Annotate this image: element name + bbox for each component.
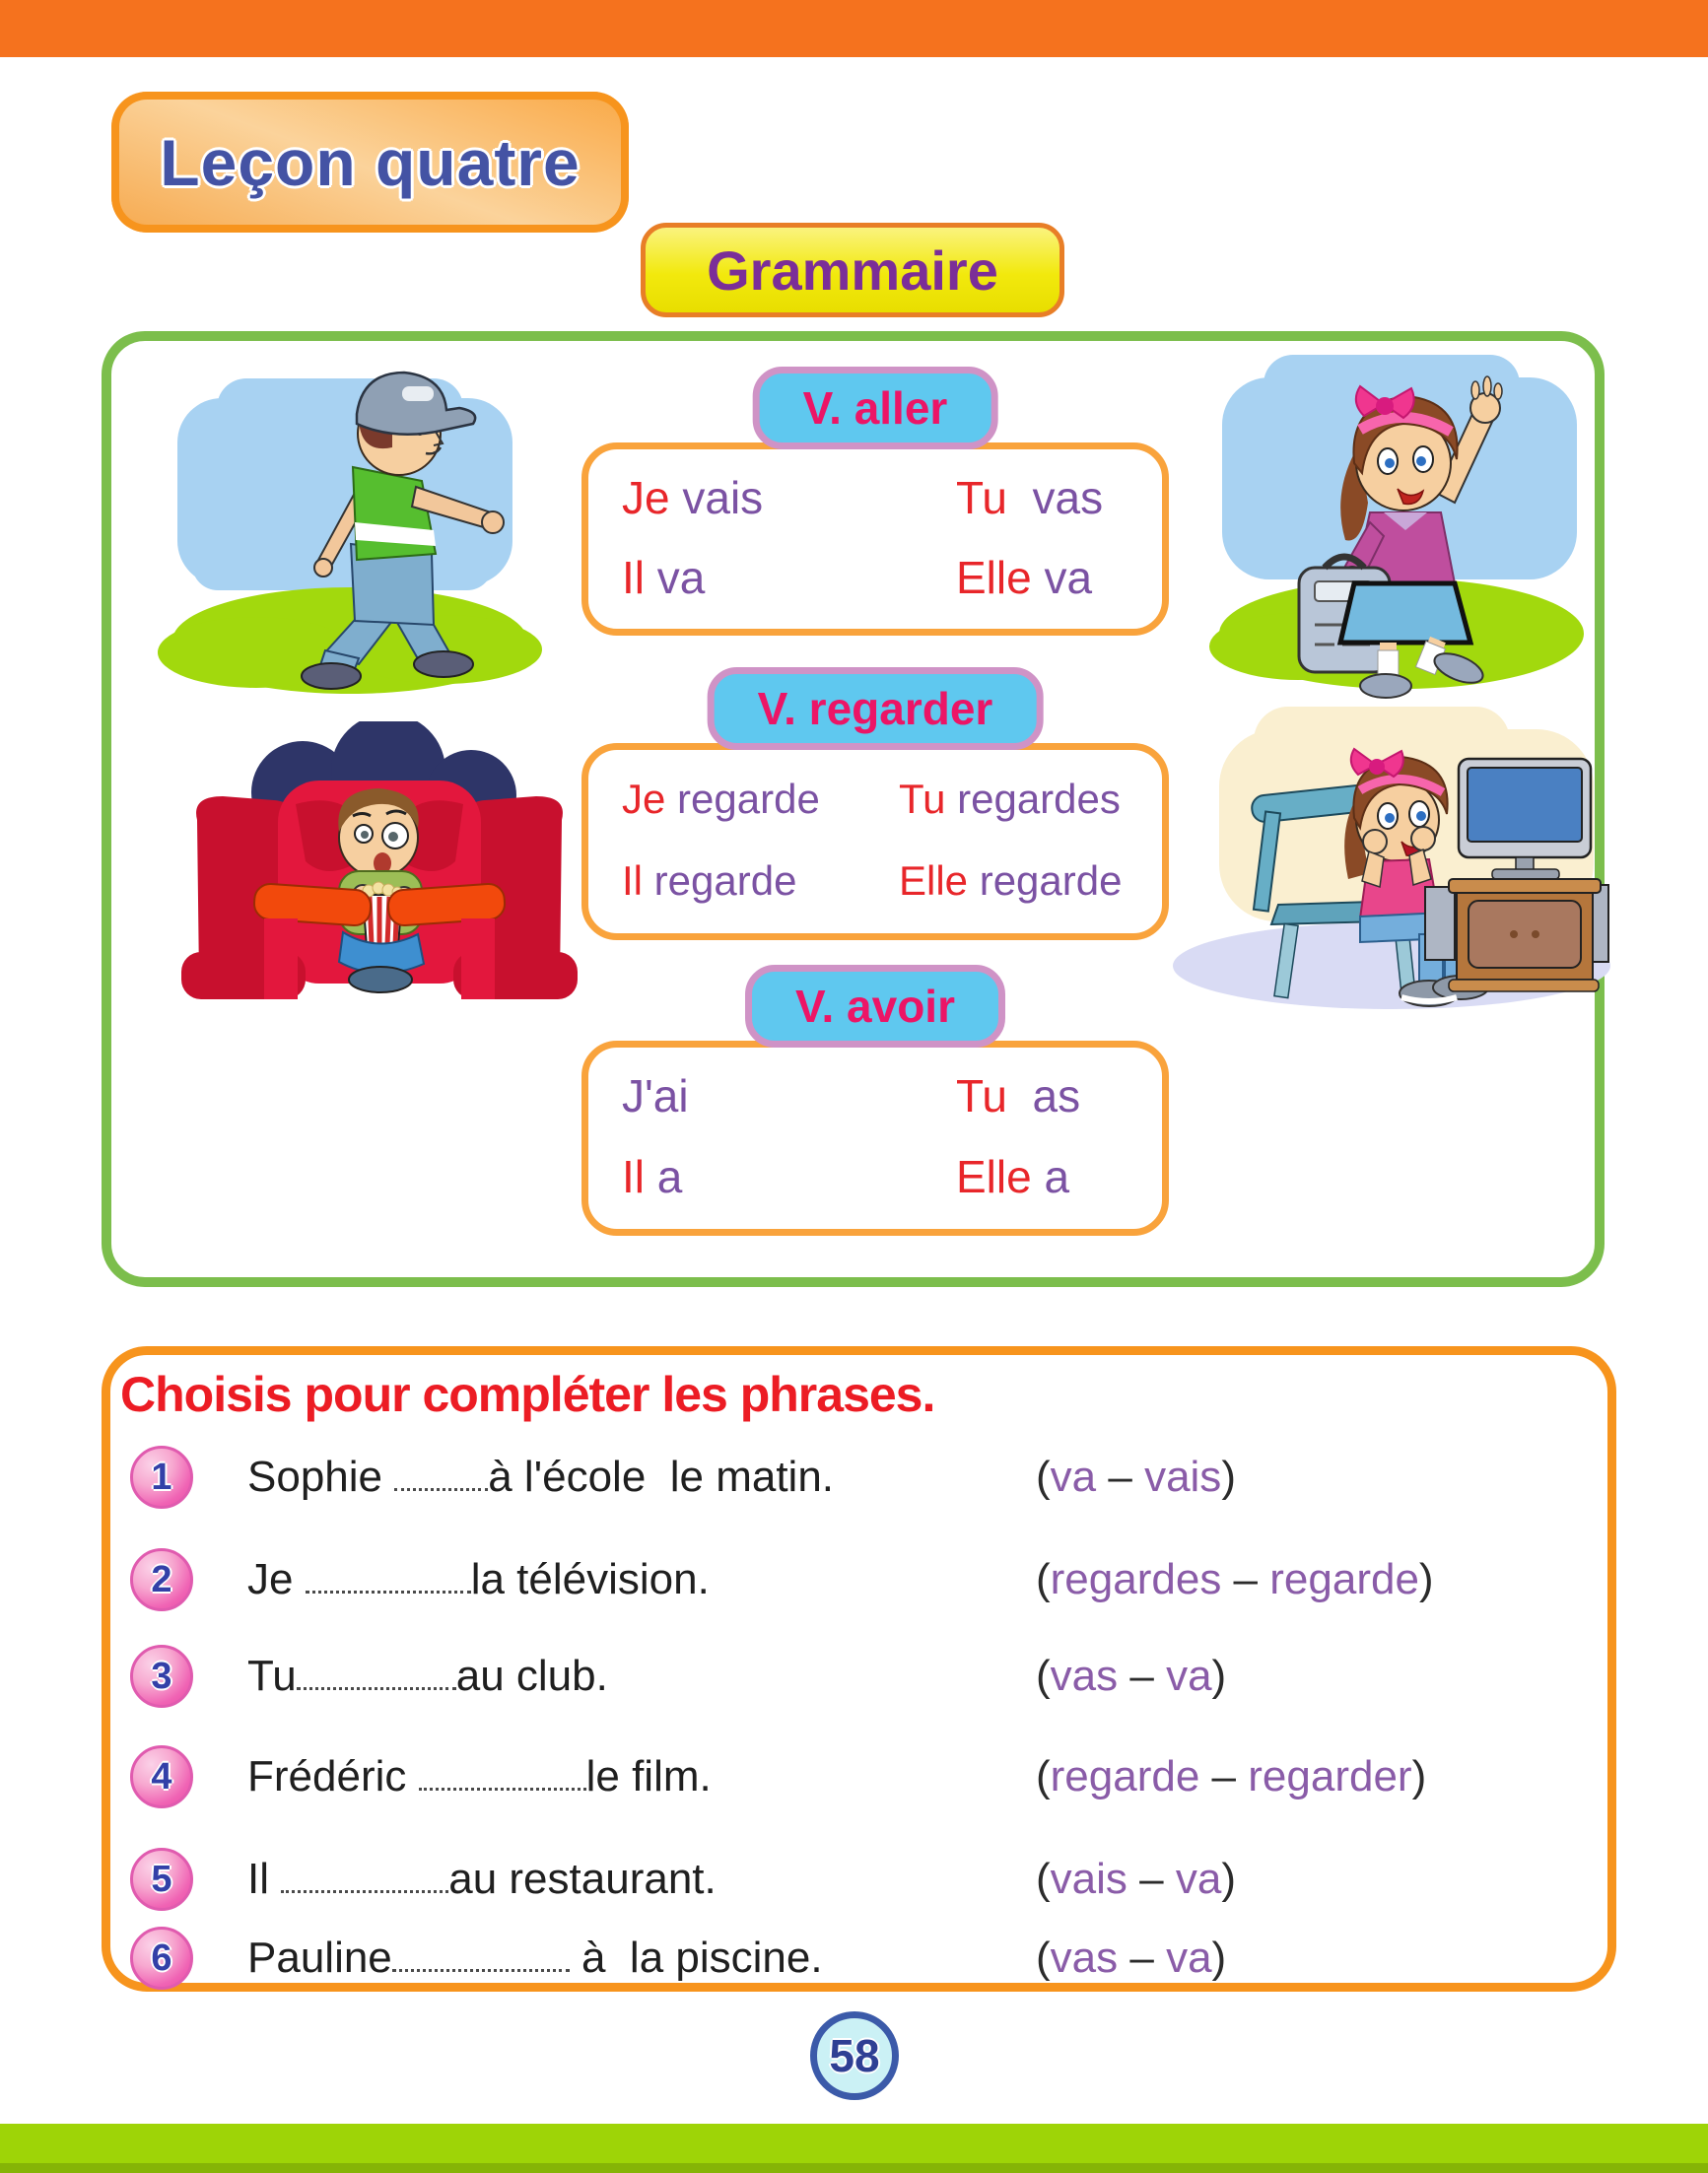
verb-card-regarder	[581, 683, 1169, 940]
verb-grid-avoir	[588, 1048, 1162, 1229]
answer-options: (va – vais)	[1036, 1453, 1236, 1501]
item-number-badge: 6	[130, 1927, 193, 1990]
girl-watching-tv-illustration	[1165, 702, 1610, 1015]
sentence: Tu au club.	[247, 1652, 608, 1700]
verb-grid-aller	[588, 449, 1162, 629]
answer-options: (vas – va)	[1036, 1934, 1227, 1982]
lesson-title: Leçon quatre	[160, 125, 581, 199]
verb-card-aller	[581, 382, 1169, 636]
sentence: Je la télévision.	[247, 1555, 710, 1603]
sentence: Frédéric le film.	[247, 1752, 712, 1800]
boy-walking-illustration	[148, 357, 562, 700]
answer-options: (vas – va)	[1036, 1652, 1227, 1700]
conjugation: Elle regarde	[899, 856, 1123, 904]
exercise-item-1	[130, 1441, 1589, 1514]
sentence: Sophie à l'école le matin.	[247, 1453, 835, 1501]
item-number-badge: 4	[130, 1745, 193, 1808]
conjugation: Je regarde	[622, 775, 820, 822]
answer-options: (regardes – regarde)	[1036, 1555, 1434, 1603]
lesson-title-badge	[111, 92, 629, 233]
conjugation: Il va	[622, 551, 706, 603]
conjugation: Tu regardes	[899, 775, 1121, 822]
exercise-item-4	[130, 1740, 1589, 1813]
page-number-circle	[810, 2011, 899, 2100]
top-orange-bar	[0, 0, 1708, 57]
conjugation: Il a	[622, 1151, 683, 1202]
answer-options: (vais – va)	[1036, 1855, 1236, 1903]
conjugation: Elle a	[956, 1151, 1070, 1202]
verb-badge-avoir-label: V. avoir	[795, 981, 955, 1032]
fill-blank	[281, 1862, 448, 1893]
verb-badge-avoir	[745, 965, 1005, 1048]
verb-grid-regarder	[588, 750, 1162, 933]
section-title-badge	[641, 223, 1064, 317]
conjugation: J'ai	[622, 1070, 689, 1121]
cinema-boy-illustration	[179, 721, 579, 1032]
fill-blank	[394, 1460, 488, 1491]
conjugation: Elle va	[956, 551, 1093, 603]
fill-blank	[297, 1659, 456, 1690]
verb-badge-aller	[753, 367, 998, 449]
page-number: 58	[829, 2030, 880, 2081]
fill-blank	[306, 1562, 471, 1594]
section-title: Grammaire	[707, 238, 998, 302]
bottom-green-bar	[0, 2124, 1708, 2173]
verb-card-avoir	[581, 981, 1169, 1236]
item-number-badge: 5	[130, 1848, 193, 1911]
fill-blank	[392, 1940, 570, 1972]
answer-options: (regarde – regarder)	[1036, 1752, 1427, 1800]
sentence: Pauline à la piscine.	[247, 1934, 823, 1982]
fill-blank	[419, 1759, 586, 1791]
verb-badge-aller-label: V. aller	[802, 382, 948, 434]
sentence: Il au restaurant.	[247, 1855, 717, 1903]
exercise-item-5	[130, 1843, 1589, 1916]
conjugation: Je vais	[622, 471, 764, 523]
exercise-item-3	[130, 1640, 1589, 1713]
girl-waving-illustration	[1204, 343, 1606, 706]
verb-badge-regarder	[708, 667, 1044, 750]
verb-badge-regarder-label: V. regarder	[757, 683, 993, 734]
exercise-item-6	[130, 1922, 1589, 1995]
item-number-badge: 1	[130, 1446, 193, 1509]
exercise-title: Choisis pour compléter les phrases.	[120, 1367, 935, 1422]
conjugation: Il regarde	[622, 856, 797, 904]
item-number-badge: 2	[130, 1548, 193, 1611]
exercise-item-2	[130, 1543, 1589, 1616]
item-number-badge: 3	[130, 1645, 193, 1708]
conjugation: Tu as	[956, 1070, 1081, 1121]
conjugation: Tu vas	[956, 471, 1104, 523]
